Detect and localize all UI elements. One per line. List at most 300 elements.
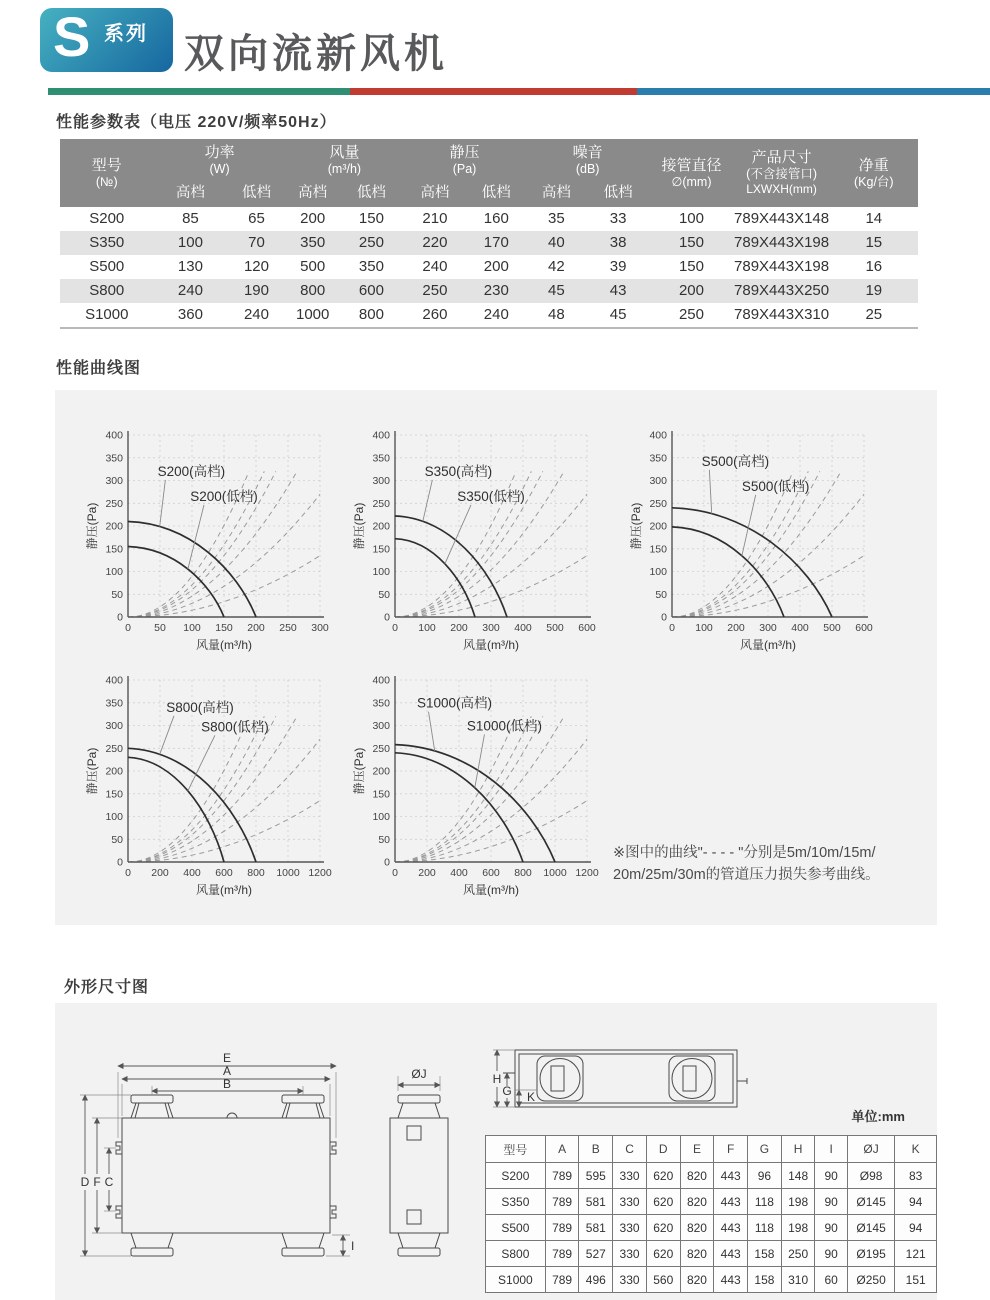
svg-text:100: 100 [105,566,123,578]
spec-value: 14 [865,210,883,227]
dim-value: 443 [714,1267,748,1293]
svg-text:400: 400 [372,429,390,442]
svg-text:200: 200 [151,867,169,879]
svg-text:50: 50 [111,833,123,846]
spec-value: 65 [248,210,265,227]
spec-value: 220 [422,234,448,251]
dim-value: 560 [646,1267,680,1293]
svg-text:350: 350 [372,452,390,465]
dim-value: Ø145 [847,1215,895,1241]
dim-table-row-S500 [486,1215,937,1241]
svg-text:350: 350 [105,452,123,465]
svg-text:风量(m³/h): 风量(m³/h) [463,883,519,897]
svg-text:300: 300 [105,475,123,487]
page-title: 双向流新风机 [184,32,448,76]
dim-value: 443 [714,1241,748,1267]
knob-icon [227,1113,237,1118]
dim-value: 595 [579,1163,613,1189]
svg-text:S500(高档): S500(高档) [701,453,770,469]
subcol-low: 低档 [603,184,633,201]
spec-value: 70 [248,234,265,251]
spec-value: 1000 [295,306,330,323]
svg-text:1200: 1200 [575,867,599,879]
spec-value: 39 [609,258,627,275]
dim-value: 820 [680,1267,714,1293]
dim-value: 789 [545,1163,579,1189]
spec-value: 15 [865,234,883,251]
tricolor-divider [48,88,990,95]
dim-model: S200 [486,1163,546,1189]
dim-value: 620 [646,1215,680,1241]
series-suffix: 系列 [104,23,148,45]
spec-model: S1000 [85,306,129,323]
spec-section-heading: 性能参数表（电压 220V/频率50Hz） [56,114,337,131]
dim-header-cell: I [815,1136,847,1163]
dim-value: 330 [613,1241,647,1267]
svg-text:600: 600 [215,867,233,879]
performance-chart-s1000 [353,668,615,905]
dim-value: 820 [680,1241,714,1267]
spec-value: 240 [422,258,448,275]
svg-text:1000: 1000 [543,867,567,879]
svg-text:200: 200 [105,765,123,778]
dim-value: 198 [781,1215,815,1241]
dim-label-G: G [502,1084,512,1098]
svg-text:800: 800 [247,867,265,879]
dim-value: Ø195 [847,1241,895,1267]
svg-text:0: 0 [125,622,131,634]
svg-text:1200: 1200 [308,867,332,879]
spec-table-body [60,207,918,329]
svg-text:静压(Pa): 静压(Pa) [86,502,99,550]
svg-text:150: 150 [649,543,667,556]
svg-text:350: 350 [105,697,123,710]
svg-text:200: 200 [649,520,667,533]
spec-value: 45 [548,282,565,299]
dim-header-cell: 型号 [486,1136,546,1163]
svg-text:150: 150 [372,543,390,556]
dim-value: 789 [545,1267,579,1293]
dimensions-table [485,1135,937,1293]
dim-value: 94 [895,1189,937,1215]
svg-text:0: 0 [392,867,398,879]
spec-value: 250 [422,282,448,299]
dim-header-cell: G [748,1136,782,1163]
col-noise: 噪音 (dB) [572,143,603,176]
dim-label-I: I [351,1239,355,1253]
dim-header-cell: A [545,1136,579,1163]
dim-table-row-S1000 [486,1267,937,1293]
dim-table-row-S200 [486,1163,937,1189]
spec-value: 240 [483,306,509,323]
dim-label-C: C [104,1175,114,1189]
series-letter: S [53,5,91,68]
svg-text:400: 400 [183,867,201,879]
dim-table-header-row [486,1136,937,1163]
dim-value: Ø98 [847,1163,895,1189]
curves-panel [55,390,937,925]
spec-value: 19 [865,282,883,299]
svg-text:S350(低档): S350(低档) [457,488,525,504]
spec-value: 260 [422,306,448,323]
dim-header-cell: ØJ [847,1136,895,1163]
dim-value: 620 [646,1241,680,1267]
spec-model: S200 [89,210,125,227]
dim-value: 789 [545,1241,579,1267]
svg-text:50: 50 [378,833,390,846]
dim-value: 789 [545,1189,579,1215]
dim-model: S500 [486,1215,546,1241]
divider-teal-segment [48,88,350,95]
bottom-duct-ports [131,1233,324,1256]
svg-text:静压(Pa): 静压(Pa) [86,747,99,795]
dim-label-OJ: ØJ [411,1067,427,1081]
subcol-high: 高档 [175,184,205,201]
divider-red-segment [350,88,637,95]
dim-label-A: A [222,1064,232,1078]
svg-text:400: 400 [514,622,532,634]
dim-value: 443 [714,1189,748,1215]
svg-text:400: 400 [450,867,468,879]
spec-value: 48 [548,306,565,323]
svg-text:0: 0 [117,611,123,624]
svg-text:100: 100 [372,811,390,823]
dim-model: S800 [486,1241,546,1267]
dim-label-F: F [93,1175,101,1189]
dim-header-cell: C [613,1136,647,1163]
dim-value: 83 [895,1163,937,1189]
svg-text:200: 200 [372,765,390,778]
dim-value: 789 [545,1215,579,1241]
dim-value: 121 [895,1241,937,1267]
svg-text:150: 150 [372,788,390,801]
svg-text:静压(Pa): 静压(Pa) [630,502,643,550]
spec-value: 350 [300,234,326,251]
dim-value: 90 [815,1241,847,1267]
dim-header-cell: B [579,1136,613,1163]
spec-row-S1000 [60,303,918,327]
svg-text:S200(高档): S200(高档) [157,463,226,479]
svg-text:400: 400 [105,674,123,687]
dim-value: 581 [579,1189,613,1215]
svg-text:300: 300 [649,475,667,487]
spec-value: 789X443X310 [734,306,830,323]
svg-text:0: 0 [125,867,131,879]
svg-text:150: 150 [105,788,123,801]
dim-value: 250 [781,1241,815,1267]
dim-value: 118 [748,1189,782,1215]
spec-value: 789X443X250 [734,282,830,299]
svg-text:50: 50 [378,588,390,601]
svg-text:50: 50 [154,622,166,634]
dim-value: 820 [680,1163,714,1189]
dim-value: 94 [895,1215,937,1241]
dim-value: 158 [748,1241,782,1267]
svg-text:风量(m³/h): 风量(m³/h) [463,638,519,652]
spec-value: 250 [358,234,384,251]
dim-header-cell: F [714,1136,748,1163]
svg-text:0: 0 [117,856,123,869]
top-duct-ports [131,1095,324,1118]
svg-text:S350(高档): S350(高档) [424,463,493,479]
spec-value: 150 [358,210,384,227]
performance-chart-s200 [86,423,348,660]
performance-chart-s800 [86,668,348,905]
svg-text:250: 250 [105,497,123,510]
spec-value: 500 [300,258,326,275]
spec-value: 100 [177,234,203,251]
svg-text:200: 200 [727,622,745,634]
dim-value: 443 [714,1215,748,1241]
spec-value: 789X443X148 [734,210,830,227]
svg-text:250: 250 [372,497,390,510]
svg-text:S500(低档): S500(低档) [741,478,810,494]
svg-text:0: 0 [384,611,390,624]
subcol-low: 低档 [241,184,271,201]
spec-value: 130 [177,258,203,275]
svg-text:250: 250 [649,497,667,510]
spec-value: 120 [243,258,269,275]
dim-value: 90 [815,1163,847,1189]
svg-text:0: 0 [392,622,398,634]
spec-value: 250 [678,306,704,323]
svg-text:400: 400 [649,429,667,442]
spec-value: 100 [678,210,704,227]
dim-header-cell: H [781,1136,815,1163]
svg-text:0: 0 [661,611,667,624]
svg-text:0: 0 [669,622,675,634]
col-airflow: 风量 (m³/h) [327,143,362,176]
dims-panel [55,1003,937,1300]
dim-table-row-S800 [486,1241,937,1267]
dim-value: Ø145 [847,1189,895,1215]
dim-value: 330 [613,1215,647,1241]
col-power: 功率 (W) [204,143,235,176]
dim-label-E: E [222,1051,232,1065]
svg-text:S800(低档): S800(低档) [201,719,269,735]
unit-label: 单位:mm [851,1109,905,1124]
svg-text:1000: 1000 [276,867,300,879]
spec-value: 42 [548,258,565,275]
spec-value: 200 [678,282,704,299]
spec-value: 35 [548,210,565,227]
svg-text:S200(低档): S200(低档) [190,488,258,504]
svg-text:0: 0 [384,856,390,869]
svg-text:800: 800 [514,867,532,879]
dim-value: 527 [579,1241,613,1267]
spec-model: S500 [89,258,125,275]
spec-model: S800 [89,282,125,299]
svg-text:200: 200 [247,622,265,634]
svg-text:200: 200 [372,520,390,533]
svg-text:350: 350 [372,697,390,710]
dim-value: 118 [748,1215,782,1241]
svg-text:500: 500 [546,622,564,634]
spec-value: 45 [609,306,627,323]
subcol-high: 高档 [420,184,450,201]
svg-text:200: 200 [418,867,436,879]
svg-text:S1000(低档): S1000(低档) [466,718,542,734]
spec-value: 800 [300,282,326,299]
svg-text:500: 500 [823,622,841,634]
spec-row-S800 [60,279,918,303]
col-duct-diameter: 接管直径 ∅(mm) [661,156,722,189]
dim-model: S350 [486,1189,546,1215]
dim-value: 96 [748,1163,782,1189]
side-view-outline [390,1095,448,1256]
svg-text:风量(m³/h): 风量(m³/h) [196,638,252,652]
dim-value: 820 [680,1215,714,1241]
svg-text:200: 200 [450,622,468,634]
svg-text:400: 400 [372,674,390,687]
svg-text:350: 350 [649,452,667,465]
svg-text:300: 300 [105,720,123,732]
spec-value: 43 [609,282,627,299]
dim-value: 151 [895,1267,937,1293]
outline-drawing-top-and-side-view [60,1038,460,1298]
dim-table-row-S350 [486,1189,937,1215]
spec-value: 789X443X198 [734,258,830,275]
dim-value: 198 [781,1189,815,1215]
spec-table [60,139,918,329]
subcol-high: 高档 [541,184,571,201]
svg-text:600: 600 [482,867,500,879]
spec-row-S350 [60,231,918,255]
subcol-low: 低档 [356,184,386,201]
svg-text:100: 100 [695,622,713,634]
svg-text:200: 200 [105,520,123,533]
dim-value: 148 [781,1163,815,1189]
svg-text:600: 600 [578,622,596,634]
svg-text:100: 100 [183,622,201,634]
spec-value: 25 [865,306,883,323]
dim-value: 496 [579,1267,613,1293]
svg-text:S1000(高档): S1000(高档) [417,695,493,711]
front-port-right [669,1056,715,1101]
spec-row-S500 [60,255,918,279]
spec-table-header [60,139,918,207]
subcol-high: 高档 [298,184,328,201]
svg-text:400: 400 [791,622,809,634]
spec-value: 240 [177,282,203,299]
svg-text:100: 100 [649,566,667,578]
svg-text:300: 300 [372,475,390,487]
mounting-clips [116,1142,336,1218]
spec-value: 38 [609,234,627,251]
spec-value: 190 [243,282,269,299]
spec-value: 240 [243,306,269,323]
svg-text:300: 300 [759,622,777,634]
svg-text:300: 300 [311,622,329,634]
svg-text:50: 50 [111,588,123,601]
col-model: 型号 (№) [91,156,122,189]
svg-text:风量(m³/h): 风量(m³/h) [740,638,796,652]
spec-value: 33 [609,210,627,227]
svg-text:100: 100 [372,566,390,578]
dim-value: 820 [680,1189,714,1215]
spec-value: 150 [678,258,704,275]
dim-value: 330 [613,1163,647,1189]
divider-blue-segment [637,88,990,95]
dim-value: 581 [579,1215,613,1241]
dim-value: 620 [646,1189,680,1215]
svg-text:150: 150 [105,543,123,556]
subcol-low: 低档 [481,184,511,201]
spec-model: S350 [89,234,125,251]
dim-label-H: H [492,1072,502,1086]
col-net-weight: 净重 (Kg/台) [854,156,894,189]
dim-label-D: D [80,1175,90,1189]
spec-value: 150 [678,234,704,251]
svg-text:250: 250 [279,622,297,634]
spec-value: 85 [182,210,199,227]
series-logo [40,5,173,72]
dim-label-B: B [222,1077,232,1091]
svg-text:100: 100 [105,811,123,823]
dim-value: 60 [815,1267,847,1293]
spec-value: 600 [358,282,384,299]
svg-text:400: 400 [105,429,123,442]
svg-text:250: 250 [105,742,123,755]
curves-note: ※图中的曲线"- - - - "分别是5m/10m/15m/ 20m/25m/30m的管道压力损失参考曲线。 [613,845,880,883]
dim-value: 330 [613,1267,647,1293]
dim-value: 330 [613,1189,647,1215]
dims-section-heading: 外形尺寸图 [64,979,150,996]
dim-value: 158 [748,1267,782,1293]
dim-value: 620 [646,1163,680,1189]
svg-text:50: 50 [655,588,667,601]
dim-header-cell: D [646,1136,680,1163]
col-static-pressure: 静压 (Pa) [449,143,480,176]
dim-value: 90 [815,1215,847,1241]
svg-text:静压(Pa): 静压(Pa) [353,747,366,795]
spec-value: 800 [358,306,384,323]
svg-text:100: 100 [418,622,436,634]
dim-value: 90 [815,1189,847,1215]
spec-row-S200 [60,207,918,231]
spec-value: 16 [865,258,883,275]
spec-value: 210 [422,210,448,227]
unit-body-outline [122,1118,330,1233]
svg-text:S800(高档): S800(高档) [166,699,234,715]
dim-value: Ø250 [847,1267,895,1293]
dim-value: 443 [714,1163,748,1189]
svg-text:600: 600 [855,622,873,634]
spec-value: 160 [483,210,509,227]
dim-header-cell: K [895,1136,937,1163]
svg-text:静压(Pa): 静压(Pa) [353,502,366,550]
spec-value: 789X443X198 [734,234,830,251]
col-product-size: 产品尺寸 (不含接管口) LXWXH(mm) [746,149,817,197]
performance-chart-s350 [353,423,615,660]
spec-value: 360 [177,306,203,323]
front-port-left [537,1056,583,1101]
spec-value: 200 [483,258,509,275]
svg-text:250: 250 [372,742,390,755]
svg-text:300: 300 [482,622,500,634]
performance-chart-s500 [630,423,892,660]
spec-value: 350 [358,258,384,275]
svg-text:300: 300 [372,720,390,732]
curves-section-heading: 性能曲线图 [56,360,142,377]
dim-label-K: K [527,1090,536,1104]
dim-model: S1000 [486,1267,546,1293]
spec-value: 40 [548,234,565,251]
svg-text:150: 150 [215,622,233,634]
dim-value: 310 [781,1267,815,1293]
dim-header-cell: E [680,1136,714,1163]
spec-value: 230 [483,282,509,299]
